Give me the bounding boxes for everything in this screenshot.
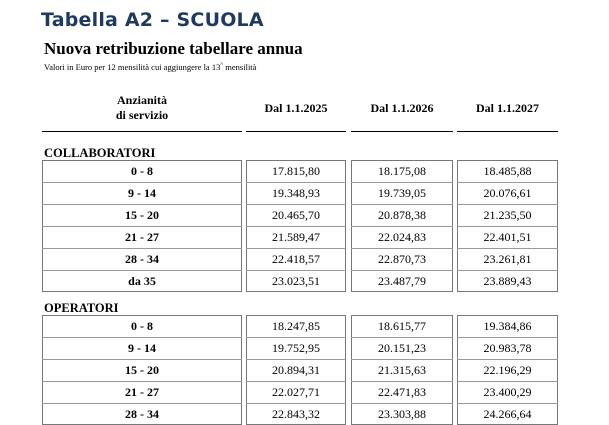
header-col-2025: Dal 1.1.2025 [264,101,328,115]
note-text: Valori in Euro per 12 mensilità cui aggiungere la 13 [44,62,221,72]
salary-value: 18.485,88 [483,164,532,178]
seniority-range: 0 - 8 [131,164,153,178]
section-title: OPERATORI [44,301,119,315]
section-title: COLLABORATORI [44,146,156,160]
salary-value: 20.151,23 [378,341,426,355]
salary-value: 22.843,32 [272,407,320,421]
salary-value: 23.261,81 [483,252,532,266]
seniority-range: 9 - 14 [128,186,156,200]
salary-value: 20.983,78 [483,341,532,355]
header-rule-2027 [457,131,558,132]
salary-value: 18.247,85 [272,319,320,333]
seniority-range: 28 - 34 [125,407,159,421]
salary-value: 20.878,38 [378,208,426,222]
salary-value: 22.196,29 [483,363,532,377]
seniority-range: 9 - 14 [128,341,156,355]
seniority-range: 0 - 8 [131,319,153,333]
salary-value: 22.027,71 [272,385,320,399]
salary-value: 19.384,86 [483,319,532,333]
salary-value: 23.303,88 [378,407,426,421]
page-title: Tabella A2 – SCUOLA [41,9,264,31]
salary-value: 22.418,57 [272,252,320,266]
table-subtitle: Nuova retribuzione tabellare annua [44,39,303,58]
header-col-2027: Dal 1.1.2027 [476,101,539,115]
header-seniority-line2: di servizio [115,108,169,122]
salary-value: 17.815,80 [272,164,320,178]
salary-value: 20.465,70 [272,208,320,222]
seniority-range: 21 - 27 [125,385,159,399]
salary-value: 19.739,05 [378,186,426,200]
salary-value: 20.894,31 [272,363,320,377]
header-seniority-line1: Anzianità [116,93,167,107]
seniority-range: da 35 [128,274,156,288]
seniority-range: 15 - 20 [125,208,159,222]
salary-value: 23.400,29 [483,385,532,399]
salary-value: 23.889,43 [483,274,532,288]
header-col-2026: Dal 1.1.2026 [370,101,434,115]
salary-value: 22.471,83 [378,385,426,399]
salary-value: 22.870,73 [378,252,426,266]
salary-value: 24.266,64 [483,407,532,421]
salary-value: 22.024,83 [378,230,426,244]
salary-value: 23.487,79 [378,274,426,288]
seniority-range: 15 - 20 [125,363,159,377]
salary-value: 21.589,47 [272,230,320,244]
salary-value: 22.401,51 [483,230,532,244]
salary-value: 18.175,08 [378,164,426,178]
salary-value: 23.023,51 [272,274,320,288]
note-tail: mensilità [223,62,257,72]
header-seniority [42,93,242,123]
seniority-range: 21 - 27 [125,230,159,244]
salary-value: 19.752,95 [272,341,320,355]
salary-value: 20.076,61 [483,186,532,200]
table-note [44,62,256,72]
header-rule-2025 [246,131,346,132]
salary-value: 18.615,77 [378,319,426,333]
header-rule-2026 [351,131,453,132]
header-rule-seniority [42,131,242,132]
salary-value: 21.315,63 [378,363,426,377]
salary-value: 21.235,50 [483,208,532,222]
salary-value: 19.348,93 [272,186,320,200]
seniority-range: 28 - 34 [125,252,159,266]
note-superscript: ^ [220,62,224,69]
